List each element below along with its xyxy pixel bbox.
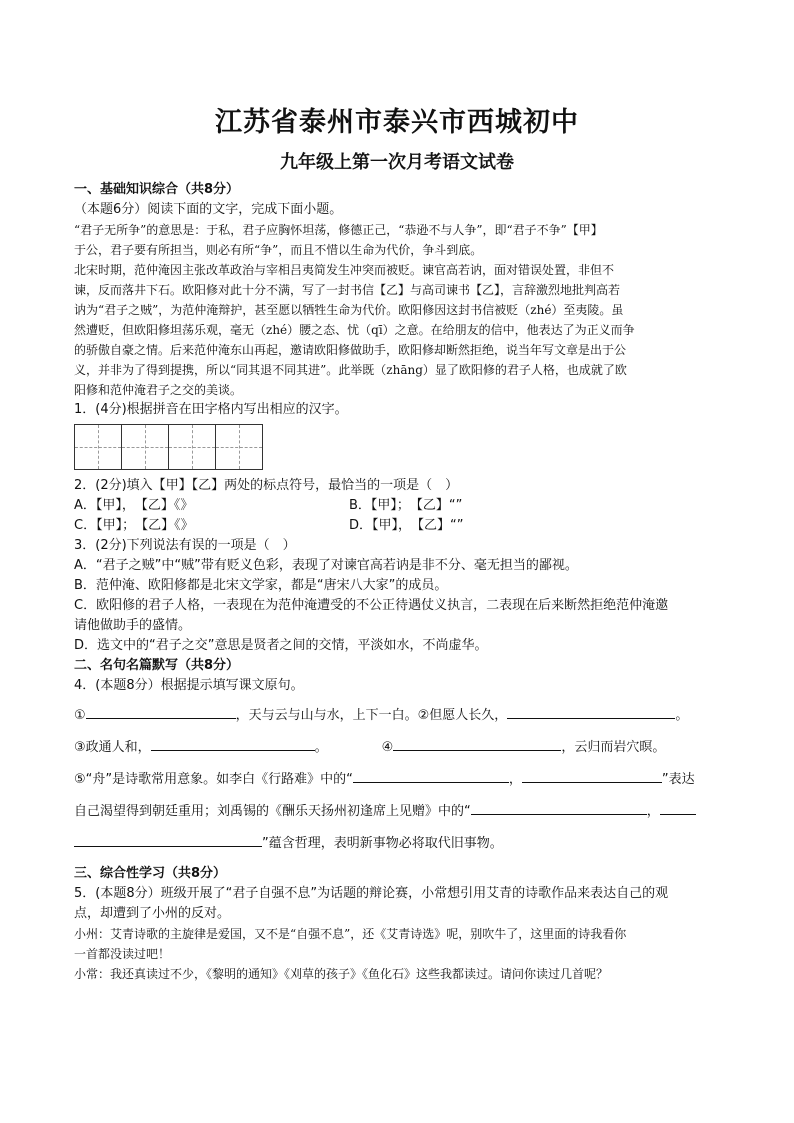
question-1: 1．(4分)根据拼音在田字格内写出相应的汉字。 <box>74 402 348 417</box>
fill-text: ，天与云与山与水，上下一白。②但愿人长久， <box>235 708 508 723</box>
passage-line: 北宋时期，范仲淹因主张改革政治与宰相吕夷简发生冲突而被贬。谏官高若讷，面对错误处置，非但不 <box>74 263 615 277</box>
section-heading: 三、综合性学习（共8分） <box>74 866 227 881</box>
fill-line <box>74 700 724 732</box>
exam-content <box>74 180 724 984</box>
option-b[interactable]: B．【甲】； 【乙】“” <box>349 498 463 513</box>
fill-text: ① <box>74 708 86 723</box>
passage-line: 义，并非为了得到提携，所以“同其退不同其进”。此举既（zhāng）显了欧阳修的君子人格，也成就了欧 <box>74 363 627 377</box>
option-c-continued[interactable]: 请他做助手的盛情。 <box>74 618 192 633</box>
passage-line: 于公，君子要有所担当，则必有所“争”，而且不惜以生命为代价，争斗到底。 <box>74 243 483 257</box>
fill-text: ③政通人和， <box>74 740 151 755</box>
option-a[interactable]: A．“君子之贼”中“贼”带有贬义色彩，表现了对谏官高若讷是非不分、毫无担当的鄙视。 <box>74 558 578 573</box>
tianzige-cell[interactable] <box>215 424 263 470</box>
question-3: 3．(2分)下列说法有误的一项是（ ） <box>74 538 296 553</box>
fill-line <box>74 828 724 860</box>
options-row <box>74 516 724 536</box>
fill-text: 。 <box>314 740 328 755</box>
fill-text: ”蕴含哲理，表明新事物必将取代旧事物。 <box>262 836 503 851</box>
answer-blank[interactable] <box>522 766 662 783</box>
fill-text: ，云归而岩穴暝。 <box>561 740 666 755</box>
question-5: 5．(本题8分）班级开展了“君子自强不息”为话题的辩论赛，小常想引用艾青的诗歌作品来表达自己的观 <box>74 886 669 901</box>
passage-line: 谏，反而落井下石。欧阳修对此十分不满，写了一封书信【乙】与高司谏书【乙】，言辞激烈地批判高若 <box>74 283 621 297</box>
tianzige-cell[interactable] <box>168 424 216 470</box>
fill-text: 。 <box>675 708 689 723</box>
passage-line: “君子无所争”的意思是：于私，君子应胸怀坦荡，修德正己，“恭逊不与人争”，即“君子不争”【甲】 <box>74 223 603 237</box>
answer-blank[interactable] <box>471 798 647 815</box>
option-c[interactable]: C．欧阳修的君子人格，一表现在为范仲淹遭受的不公正待遇仗义执言，二表现在后来断然拒绝范仲淹邀 <box>74 598 669 613</box>
passage-line: 阳修和范仲淹君子之交的美谈。 <box>74 383 243 397</box>
question-5-continued: 点，却遭到了小州的反对。 <box>74 906 231 921</box>
answer-blank[interactable] <box>74 830 262 847</box>
passage-line: 讷为“君子之贼”，为范仲淹辩护，甚至愿以牺牲生命为代价。欧阳修因这封书信被贬（zhé）至夷陵。虽 <box>74 303 624 317</box>
fill-text: 自己渴望得到朝廷重用；刘禹锡的《酬乐天扬州初逢席上见赠》中的“ <box>74 804 471 819</box>
answer-blank[interactable] <box>86 702 236 719</box>
fill-text: ， <box>508 772 522 787</box>
fill-text: ⑤“舟”是诗歌常用意象。如李白《行路难》中的“ <box>74 772 353 787</box>
section-heading: 一、基础知识综合（共8分） <box>74 182 240 197</box>
options-row <box>74 496 724 516</box>
fill-line <box>74 764 724 796</box>
fill-text: ④ <box>381 740 394 755</box>
fill-text: ， <box>646 804 660 819</box>
fill-line <box>74 732 724 764</box>
reading-passage <box>74 220 724 400</box>
page-title: 江苏省泰州市泰兴市西城初中 <box>215 107 579 138</box>
answer-blank[interactable] <box>353 766 509 783</box>
fill-line <box>74 796 724 828</box>
tianzige-cell[interactable] <box>121 424 169 470</box>
tianzige-cell[interactable] <box>74 424 122 470</box>
page-subtitle: 九年级上第一次月考语文试卷 <box>280 152 514 173</box>
answer-blank[interactable] <box>660 798 696 815</box>
section-heading: 二、名句名篇默写（共8分） <box>74 658 240 673</box>
tianzige-grid <box>74 424 724 470</box>
option-a[interactable]: A．【甲】， 【乙】《》 <box>74 498 194 513</box>
question-2: 2．(2分)填入【甲】【乙】两处的标点符号，最恰当的一项是（ ） <box>74 478 459 493</box>
option-d[interactable]: D．选文中的“君子之交”意思是贤者之间的交情，平淡如水，不尚虚华。 <box>74 638 488 653</box>
option-c[interactable]: C．【甲】； 【乙】《》 <box>74 518 194 533</box>
question-4: 4．(本题8分）根据提示填写课文原句。 <box>74 678 304 693</box>
answer-blank[interactable] <box>393 734 561 751</box>
passage-line: 的骄傲自豪之情。后来范仲淹东山再起，邀请欧阳修做助手，欧阳修却断然拒绝，说当年写文章是出于公 <box>74 343 627 357</box>
option-b[interactable]: B．范仲淹、欧阳修都是北宋文学家，都是“唐宋八大家”的成员。 <box>74 578 448 593</box>
fill-text: ”表达 <box>661 772 695 787</box>
dialog-line: 小州：艾青诗歌的主旋律是爱国，又不是“自强不息”，还《艾青诗选》呢，别吹牛了，这里面的诗我看你 <box>74 927 627 941</box>
option-d[interactable]: D．【甲】， 【乙】“” <box>349 518 464 533</box>
answer-blank[interactable] <box>507 702 675 719</box>
answer-blank[interactable] <box>151 734 315 751</box>
passage-line: 然遭贬，但欧阳修坦荡乐观，毫无（zhé）腰之态、忧（qī）之意。在给朋友的信中，他表达了为正义而争 <box>74 323 635 337</box>
question-intro: （本题6分）阅读下面的文字，完成下面小题。 <box>74 202 343 217</box>
dialog-line: 小常：我还真读过不少，《黎明的通知》《刈草的孩子》《鱼化石》这些我都读过。请问你读过几首呢？ <box>74 967 609 981</box>
dialog-line: 一首都没读过吧！ <box>74 947 171 961</box>
